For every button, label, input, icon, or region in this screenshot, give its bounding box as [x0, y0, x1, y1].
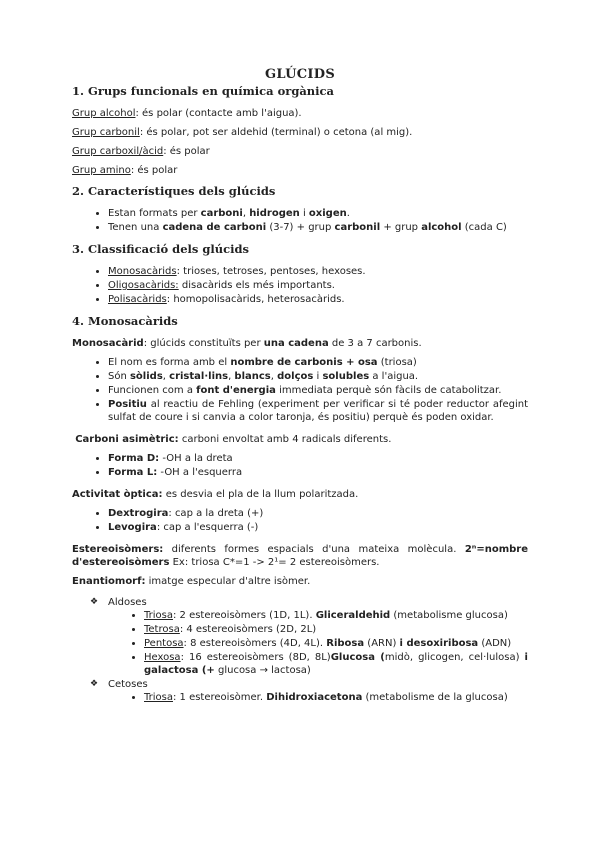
- text-run: Forma L:: [108, 467, 158, 478]
- forms-list: [72, 452, 528, 479]
- text-run: Tetrosa: [144, 624, 180, 635]
- text-run: (ARN): [364, 638, 400, 649]
- text-run: Ribosa: [326, 638, 365, 649]
- text-run: Monosacàrid: [72, 338, 144, 349]
- list-item: [144, 651, 528, 677]
- description: : és polar: [130, 165, 178, 176]
- text-run: Cetoses: [108, 679, 148, 690]
- text-run: carboni envoltat amb 4 radicals diferents.: [178, 434, 392, 445]
- text-run: ,: [270, 371, 278, 382]
- text-run: Oligosacàrids:: [108, 280, 179, 291]
- text-run: Activitat òptica:: [72, 489, 163, 500]
- term: Grup carboxil/àcid: [72, 146, 164, 157]
- stereoisomers-definition: [72, 543, 528, 569]
- list-item-cetoses: [90, 678, 528, 704]
- text-run: Dihidroxiacetona: [266, 692, 363, 703]
- asymmetric-carbon: [72, 433, 528, 446]
- text-run: Funcionen com a: [108, 385, 197, 396]
- text-run: : 1 estereoisòmer.: [172, 692, 267, 703]
- term: Grup carbonil: [72, 127, 140, 138]
- functional-group-amino: [72, 164, 528, 177]
- text-run: Estan formats per: [108, 208, 201, 219]
- text-run: (ADN): [478, 638, 512, 649]
- text-run: : cap a l'esquerra (-): [156, 522, 259, 533]
- text-run: cristal·lins: [169, 371, 229, 382]
- text-run: -OH a la dreta: [159, 453, 233, 464]
- functional-group-carboxyl: [72, 145, 528, 158]
- text-run: Positiu: [108, 399, 147, 410]
- text-run: : glúcids constituïts per: [143, 338, 264, 349]
- text-run: imatge especular d'altre isòmer.: [145, 576, 311, 587]
- text-run: : 16 estereoisòmers (8D, 8L): [180, 652, 331, 663]
- list-item: [108, 370, 528, 383]
- text-run: ,: [228, 371, 235, 382]
- text-run: Dextrogira: [108, 508, 169, 519]
- text-run: nombre de carbonis + osa: [230, 357, 378, 368]
- description: : és polar, pot ser aldehid (terminal) o cetona (al mig).: [139, 127, 413, 138]
- text-run: Carboni asimètric:: [75, 434, 179, 445]
- text-run: a l'aigua.: [369, 371, 419, 382]
- list-item-aldoses: [90, 596, 528, 677]
- list-item: [108, 221, 528, 234]
- text-run: carboni: [200, 208, 243, 219]
- description: : és polar: [163, 146, 210, 157]
- text-run: immediata perquè són fàcils de catabolitzar.: [275, 385, 502, 396]
- text-run: Són: [108, 371, 130, 382]
- text-run: Aldoses: [108, 597, 147, 608]
- text-run: Hexosa: [144, 652, 181, 663]
- text-run: carbonil: [334, 222, 381, 233]
- text-run: blancs: [234, 371, 271, 382]
- functional-group-carbonyl: [72, 126, 528, 139]
- text-run: : 4 estereoisòmers (2D, 2L): [179, 624, 317, 635]
- cetoses-sublist: [108, 691, 528, 704]
- text-run: Polisacàrids: [108, 294, 167, 305]
- text-run: (3-7) + grup: [266, 222, 335, 233]
- text-run: Pentosa: [144, 638, 184, 649]
- text-run: glucosa → lactosa): [214, 665, 311, 676]
- list-item: [108, 466, 528, 479]
- enantiomorph-definition: [72, 575, 528, 588]
- classification-list: [72, 265, 528, 306]
- text-run: cadena de carboni: [162, 222, 267, 233]
- list-item: [144, 691, 528, 704]
- list-item: [108, 507, 528, 520]
- text-run: : 8 estereoisòmers (4D, 4L).: [183, 638, 327, 649]
- text-run: Levogira: [108, 522, 157, 533]
- document-page: [72, 68, 528, 713]
- list-item: [144, 623, 528, 636]
- optical-activity: [72, 488, 528, 501]
- text-run: sòlids: [129, 371, 163, 382]
- document-title: GLÚCIDS: [264, 67, 336, 82]
- text-run: : cap a la dreta (+): [168, 508, 264, 519]
- text-run: es desvia el pla de la llum polaritzada.: [162, 489, 359, 500]
- list-item: [144, 609, 528, 622]
- text-run: Tenen una: [108, 222, 163, 233]
- text-run: Monosacàrids: [108, 266, 177, 277]
- text-run: Gliceraldehid: [315, 610, 391, 621]
- text-run: i desoxiribosa: [399, 638, 479, 649]
- text-run: (triosa): [377, 357, 417, 368]
- text-run: disacàrids els més importants.: [178, 280, 335, 291]
- aldoses-sublist: [108, 609, 528, 677]
- text-run: i galactosa (+: [144, 652, 528, 676]
- text-run: Triosa: [144, 610, 173, 621]
- monosaccharide-definition: [72, 337, 528, 350]
- text-run: diferents formes espacials d'una mateixa molècula.: [163, 544, 465, 555]
- term: Grup amino: [72, 165, 131, 176]
- text-run: dolços: [277, 371, 314, 382]
- text-run: -OH a l'esquerra: [157, 467, 243, 478]
- rotation-list: [72, 507, 528, 534]
- section-4-heading: 4. Monosacàrids: [72, 314, 178, 328]
- sugar-types-list: [72, 596, 528, 704]
- text-run: ,: [242, 208, 250, 219]
- list-item: [108, 521, 528, 534]
- text-run: Ex: triosa C*=1 -> 2¹= 2 estereoisòmers.: [169, 557, 380, 568]
- text-run: Forma D:: [108, 453, 160, 464]
- text-run: hidrogen: [249, 208, 300, 219]
- list-item: [108, 207, 528, 220]
- list-item: [108, 452, 528, 465]
- section-1-heading: 1. Grups funcionals en química orgànica: [72, 84, 334, 98]
- text-run: midò, glicogen, cel·lulosa): [384, 652, 525, 663]
- text-run: 2ⁿ=nombre d'estereoisòmers: [72, 544, 528, 568]
- text-run: .: [346, 208, 350, 219]
- monosaccharide-properties-list: [72, 356, 528, 424]
- list-item: [108, 293, 528, 306]
- text-run: Triosa: [144, 692, 173, 703]
- text-run: Glucosa (: [330, 652, 385, 663]
- text-run: i: [299, 208, 309, 219]
- description: : és polar (contacte amb l'aigua).: [135, 108, 302, 119]
- text-run: + grup: [380, 222, 422, 233]
- functional-group-alcohol: [72, 107, 528, 120]
- text-run: (metabolisme de la glucosa): [362, 692, 508, 703]
- list-item: [108, 356, 528, 369]
- section-3-heading: 3. Classificació dels glúcids: [72, 242, 250, 256]
- text-run: font d'energia: [196, 385, 276, 396]
- characteristics-list: [72, 207, 528, 234]
- text-run: al reactiu de Fehling (experiment per verificar si té poder reductor afegint sulfat de coure i si canvia a color taronja, és positiu) perquè és poden oxidar.: [108, 399, 528, 423]
- term: Grup alcohol: [72, 108, 136, 119]
- text-run: : 2 estereoisòmers (1D, 1L).: [172, 610, 316, 621]
- text-run: oxigen: [308, 208, 347, 219]
- text-run: alcohol: [421, 222, 462, 233]
- text-run: (cada C): [461, 222, 507, 233]
- text-run: solubles: [322, 371, 370, 382]
- text-run: El nom es forma amb el: [108, 357, 231, 368]
- text-run: Enantiomorf:: [72, 576, 146, 587]
- text-run: de 3 a 7 carbonis.: [328, 338, 422, 349]
- text-run: : homopolisacàrids, heterosacàrids.: [166, 294, 345, 305]
- text-run: : trioses, tetroses, pentoses, hexoses.: [176, 266, 366, 277]
- list-item: [108, 384, 528, 397]
- text-run: i: [313, 371, 323, 382]
- section-2-heading: 2. Característiques dels glúcids: [72, 184, 276, 198]
- list-item: [108, 265, 528, 278]
- text-run: una cadena: [263, 338, 329, 349]
- list-item: [144, 637, 528, 650]
- list-item: [108, 279, 528, 292]
- text-run: Estereoisòmers:: [72, 544, 164, 555]
- text-run: (metabolisme glucosa): [390, 610, 508, 621]
- text-run: ,: [162, 371, 170, 382]
- list-item: [108, 398, 528, 424]
